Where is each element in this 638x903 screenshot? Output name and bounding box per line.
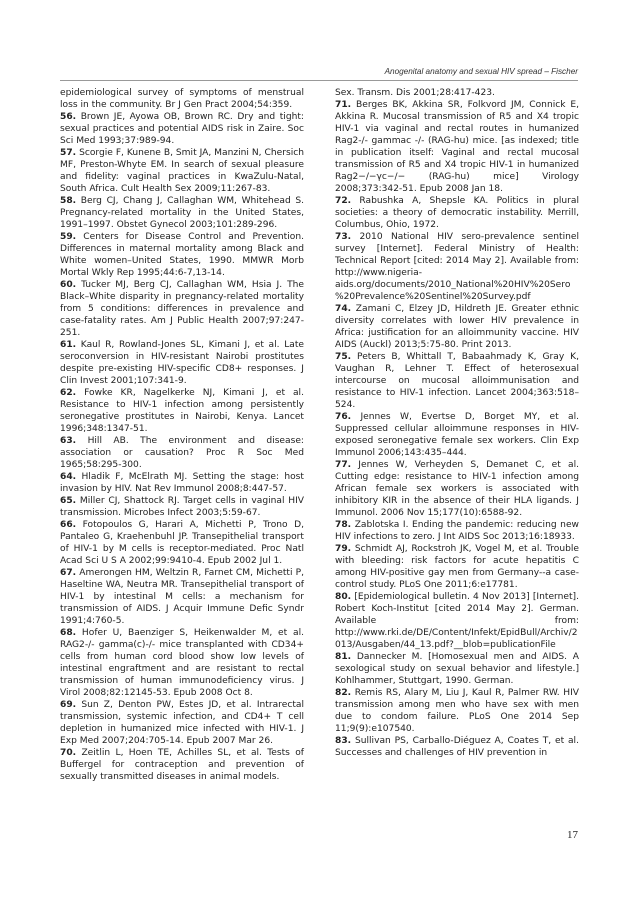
reference-item bbox=[335, 87, 579, 99]
reference-number: 74. bbox=[335, 304, 352, 314]
reference-text: [Epidemiological bulletin. 4 Nov 2013] [Internet]. Robert Koch-Institut [cited 2014 May 2]. German. Available from: http://www.rki.de/DE/Content/Infekt/EpidBull/Archiv/2013/Ausgaben/44_13.pdf?__blob=publicationFile bbox=[335, 592, 579, 650]
reference-number: 67. bbox=[60, 568, 77, 578]
reference-text: Schmidt AJ, Rockstroh JK, Vogel M, et al. Trouble with bleeding: risk factors for acute hepatitis C among HIV-positive gay men from Germany--a case-control study. PLoS One 2011;6:e17781. bbox=[335, 544, 579, 590]
reference-number: 61. bbox=[60, 340, 77, 350]
reference-text: 2010 National HIV sero-prevalence sentinel survey [Internet]. Federal Ministry of Health: Technical Report [cited: 2014 May 2]. Available from: http://www.nigeria-aids.org/documents/2010_National%20HIV%20Sero%20Prevalence%20Sentinel%20Survey.pdf bbox=[335, 232, 579, 302]
reference-item bbox=[335, 651, 579, 687]
reference-text: Amerongen HM, Weltzin R, Farnet CM, Michetti P, Haseltine WA, Neutra MR. Transepithelial transport of HIV-1 by intestinal M cells: a mechanism for transmission of AIDS. J Acquir Immune Defic Syndr 1991;4:760-5. bbox=[60, 568, 304, 626]
reference-text: Sun Z, Denton PW, Estes JD, et al. Intrarectal transmission, systemic infection, and CD4+ T cell depletion in humanized mice infected with HIV-1. J Exp Med 2007;204:705-14. Epub 2007 Mar 26. bbox=[60, 700, 304, 746]
reference-item bbox=[335, 195, 579, 231]
reference-text: Kaul R, Rowland-Jones SL, Kimani J, et al. Late seroconversion in HIV-resistant Nairobi prostitutes despite pre-existing HIV-specific CD8+ responses. J Clin Invest 2001;107:341-9. bbox=[60, 340, 304, 386]
reference-number: 76. bbox=[335, 412, 352, 422]
reference-number: 80. bbox=[335, 592, 352, 602]
reference-item bbox=[60, 519, 304, 567]
reference-text: Rabushka A, Shepsle KA. Politics in plural societies: a theory of democratic instability. Merrill, Columbus, Ohio, 1972. bbox=[335, 196, 579, 230]
reference-text: Miller CJ, Shattock RJ. Target cells in vaginal HIV transmission. Microbes Infect 2003;5:59-67. bbox=[60, 496, 304, 518]
reference-number: 82. bbox=[335, 688, 352, 698]
reference-text: Fowke KR, Nagelkerke NJ, Kimani J, et al. Resistance to HIV-1 infection among persistently seronegative prostitutes in Nairobi, Kenya. Lancet 1996;348:1347-51. bbox=[60, 388, 304, 434]
reference-number: 58. bbox=[60, 196, 77, 206]
reference-item bbox=[60, 339, 304, 387]
reference-number: 57. bbox=[60, 148, 77, 158]
reference-item bbox=[335, 591, 579, 651]
reference-text: Remis RS, Alary M, Liu J, Kaul R, Palmer RW. HIV transmission among men who have sex with men due to condom failure. PLoS One 2014 Sep 11;9(9):e107540. bbox=[335, 688, 579, 734]
reference-text: Berg CJ, Chang J, Callaghan WM, Whitehead S. Pregnancy-related mortality in the United States, 1991–1997. Obstet Gynecol 2003;101:289-296. bbox=[60, 196, 304, 230]
reference-item bbox=[60, 195, 304, 231]
reference-number: 66. bbox=[60, 520, 77, 530]
reference-number: 83. bbox=[335, 736, 352, 746]
reference-number: 63. bbox=[60, 436, 77, 446]
reference-column-left bbox=[60, 87, 304, 783]
reference-text: Jennes W, Evertse D, Borget MY, et al. Suppressed cellular alloimmune responses in HIV-exposed seronegative female sex workers. Clin Exp Immunol 2006;143:435–444. bbox=[335, 412, 579, 458]
reference-text: Tucker MJ, Berg CJ, Callaghan WM, Hsia J. The Black–White disparity in pregnancy-related mortality from 5 conditions: differences in prevalence and case-fatality rates. Am J Public Health 2007;97:247-251. bbox=[60, 280, 304, 338]
reference-item bbox=[60, 279, 304, 339]
reference-item bbox=[335, 543, 579, 591]
reference-item bbox=[60, 231, 304, 279]
reference-number: 78. bbox=[335, 520, 352, 530]
reference-text: Berges BK, Akkina SR, Folkvord JM, Connick E, Akkina R. Mucosal transmission of R5 and X4 tropic HIV-1 via vaginal and rectal routes in humanized Rag2-/- gammac -/- (RAG-hu) mice. [as indexed; title in publication itself: Vaginal and rectal mucosal transmission of R5 and X4 tropic HIV-1 in humanized Rag2−/−γc−/− (RAG-hu) mice] Virology 2008;373:342-51. Epub 2008 Jan 18. bbox=[335, 100, 579, 194]
reference-text: Sullivan PS, Carballo-Diéguez A, Coates T, et al. Successes and challenges of HIV prevention in bbox=[335, 736, 579, 758]
reference-item bbox=[60, 111, 304, 147]
reference-number: 60. bbox=[60, 280, 77, 290]
reference-item bbox=[60, 387, 304, 435]
reference-text: Zamani C, Elzey JD, Hildreth JE. Greater ethnic diversity correlates with lower HIV prevalence in Africa: justification for an alloimmunity vaccine. HIV AIDS (Auckl) 2013;5:75-80. Print 2013. bbox=[335, 304, 579, 350]
reference-item bbox=[60, 567, 304, 627]
reference-number: 65. bbox=[60, 496, 77, 506]
reference-text: Centers for Disease Control and Prevention. Differences in maternal mortality among Black and White women–United States, 1990. MMWR Morb Mortal Wkly Rep 1995;44:6-7,13-14. bbox=[60, 232, 304, 278]
reference-item bbox=[60, 699, 304, 747]
reference-text: Jennes W, Verheyden S, Demanet C, et al. Cutting edge: resistance to HIV-1 infection among African female sex workers is associated with inhibitory KIR in the absence of their HLA ligands. J Immunol. 2006 Nov 15;177(10):6588-92. bbox=[335, 460, 579, 518]
reference-text: Hladik F, McElrath MJ. Setting the stage: host invasion by HIV. Nat Rev Immunol 2008;8:447-57. bbox=[60, 472, 304, 494]
reference-item bbox=[335, 99, 579, 195]
reference-item bbox=[335, 735, 579, 759]
reference-text: Dannecker M. [Homosexual men and AIDS. A sexological study on sexual behavior and lifestyle.] Kohlhammer, Stuttgart, 1990. German. bbox=[335, 652, 579, 686]
reference-item bbox=[335, 687, 579, 735]
reference-number: 75. bbox=[335, 352, 352, 362]
reference-item bbox=[60, 87, 304, 111]
reference-text: Hill AB. The environment and disease: association or causation? Proc R Soc Med 1965;58:295-300. bbox=[60, 436, 304, 470]
reference-text: epidemiological survey of symptoms of menstrual loss in the community. Br J Gen Pract 2004;54:359. bbox=[60, 88, 304, 110]
reference-number: 73. bbox=[335, 232, 352, 242]
reference-item bbox=[335, 303, 579, 351]
reference-item bbox=[60, 747, 304, 783]
reference-text: Fotopoulos G, Harari A, Michetti P, Trono D, Pantaleo G, Kraehenbuhl JP. Transepithelial transport of HIV-1 by M cells is receptor-mediated. Proc Natl Acad Sci U S A 2002;99:9410-4. Epub 2002 Jul 1. bbox=[60, 520, 304, 566]
reference-text: Scorgie F, Kunene B, Smit JA, Manzini N, Chersich MF, Preston-Whyte EM. In search of sexual pleasure and fidelity: vaginal practices in KwaZulu-Natal, South Africa. Cult Health Sex 2009;11:267-83. bbox=[60, 148, 304, 194]
page-number: 17 bbox=[567, 829, 578, 841]
reference-number: 59. bbox=[60, 232, 77, 242]
reference-item bbox=[60, 627, 304, 699]
header-rule bbox=[60, 80, 578, 81]
reference-number: 71. bbox=[335, 100, 352, 110]
reference-text: Brown JE, Ayowa OB, Brown RC. Dry and tight: sexual practices and potential AIDS risk in Zaire. Soc Sci Med 1993;37:989-94. bbox=[60, 112, 304, 146]
reference-number: 81. bbox=[335, 652, 352, 662]
reference-number: 62. bbox=[60, 388, 77, 398]
reference-text: Zablotska I. Ending the pandemic: reducing new HIV infections to zero. J Int AIDS Soc 2013;16:18933. bbox=[335, 520, 579, 542]
reference-item bbox=[335, 351, 579, 411]
reference-item bbox=[335, 459, 579, 519]
reference-item bbox=[60, 435, 304, 471]
reference-item bbox=[60, 471, 304, 495]
reference-column-right bbox=[335, 87, 579, 759]
reference-number: 68. bbox=[60, 628, 77, 638]
reference-item bbox=[60, 495, 304, 519]
reference-text: Zeitlin L, Hoen TE, Achilles SL, et al. Tests of Buffergel for contraception and prevention of sexually transmitted diseases in animal models. bbox=[60, 748, 304, 782]
reference-number: 72. bbox=[335, 196, 352, 206]
reference-text: Peters B, Whittall T, Babaahmady K, Gray K, Vaughan R, Lehner T. Effect of heterosexual intercourse on mucosal alloimmunisation and resistance to HIV-1 infection. Lancet 2004;363:518–524. bbox=[335, 352, 579, 410]
reference-number: 56. bbox=[60, 112, 77, 122]
reference-number: 69. bbox=[60, 700, 77, 710]
reference-number: 64. bbox=[60, 472, 77, 482]
reference-number: 77. bbox=[335, 460, 352, 470]
reference-number: 70. bbox=[60, 748, 77, 758]
reference-text: Sex. Transm. Dis 2001;28:417-423. bbox=[335, 88, 495, 98]
reference-text: Hofer U, Baenziger S, Heikenwalder M, et al. RAG2-/- gamma(c)-/- mice transplanted with CD34+ cells from human cord blood show low levels of intestinal engraftment and are resistant to rectal transmission of human immunodeficiency virus. J Virol 2008;82:12145-53. Epub 2008 Oct 8. bbox=[60, 628, 304, 698]
reference-item bbox=[335, 519, 579, 543]
running-head: Anogenital anatomy and sexual HIV spread – Fischer bbox=[384, 67, 578, 76]
reference-number: 79. bbox=[335, 544, 352, 554]
reference-item bbox=[60, 147, 304, 195]
reference-item bbox=[335, 411, 579, 459]
reference-item bbox=[335, 231, 579, 303]
